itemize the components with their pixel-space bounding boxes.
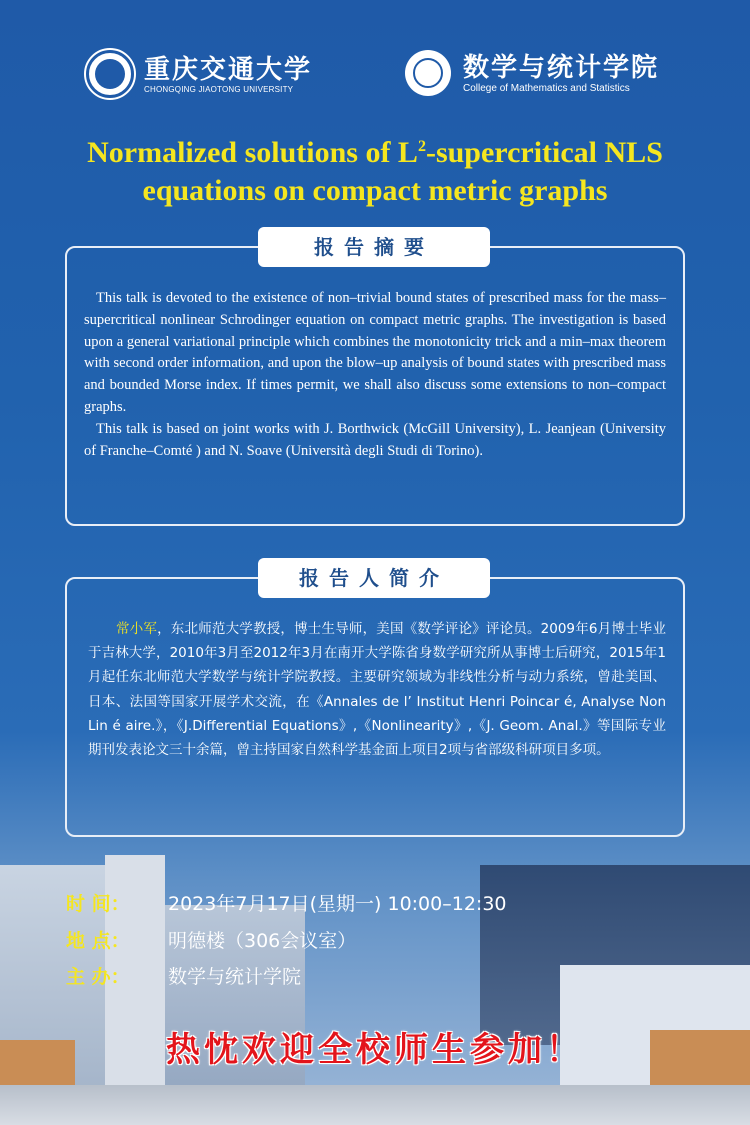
info-time xyxy=(66,892,507,916)
college-logo xyxy=(405,50,659,96)
place-value: 明德楼（306会议室） xyxy=(168,930,357,952)
title-line1-post: -supercritical NLS xyxy=(425,136,663,169)
info-host xyxy=(66,965,301,989)
title-line2: equations on compact metric graphs xyxy=(142,174,608,207)
talk-title xyxy=(20,128,730,210)
header xyxy=(0,0,750,110)
speaker-heading: 报告人简介 xyxy=(258,558,490,598)
title-superscript: 2 xyxy=(417,138,426,155)
college-seal-icon xyxy=(405,50,451,96)
abstract-heading: 报告摘要 xyxy=(258,227,490,267)
time-value: 2023年7月17日(星期一) 10:00–12:30 xyxy=(168,893,507,915)
speaker-bio xyxy=(88,617,666,762)
university-seal-icon xyxy=(86,50,134,98)
host-value: 数学与统计学院 xyxy=(168,966,302,988)
college-name-cn: 数学与统计学院 xyxy=(463,52,660,83)
host-label: 主 办： xyxy=(66,966,130,988)
place-label: 地 点： xyxy=(66,930,130,952)
time-label: 时 间： xyxy=(66,893,130,915)
speaker-name: 常小军 xyxy=(116,621,158,637)
university-name-en: CHONGQING JIAOTONG UNIVERSITY xyxy=(144,84,294,94)
abstract-paragraph-2: This talk is based on joint works with J. Borthwick (McGill University), L. Jeanjean (University of Franche–Comté ) and N. Soave (Università degli Studi di Torino). xyxy=(84,420,666,459)
welcome-banner: 热忱欢迎全校师生参加！ xyxy=(166,1030,584,1070)
college-name-en: College of Mathematics and Statistics xyxy=(463,82,630,94)
title-line1-pre: Normalized solutions of L xyxy=(87,136,418,169)
abstract-paragraph-1: This talk is devoted to the existence of non–trivial bound states of prescribed mass for the mass–supercritical nonlinear Schrodinger equation on compact metric graphs. The investigation is based upon a general variational principle which combines the monotonicity trick and a min–max theorem with second order information, and upon the blow–up analysis of bound states with prescribed mass and bounded Morse index. If times permit, we shall also discuss some extensions to non–compact graphs. xyxy=(84,290,666,415)
info-place xyxy=(66,929,356,953)
university-logo xyxy=(86,50,312,98)
abstract-text xyxy=(84,288,666,462)
university-name-cn: 重庆交通大学 xyxy=(144,54,313,85)
speaker-bio-text: ，东北师范大学教授，博士生导师，美国《数学评论》评论员。2009年6月博士毕业于吉林大学，2010年3月至2012年3月在南开大学陈省身数学研究所从事博士后研究，2015年1月起任东北师范大学数学与统计学院教授。主要研究领域为非线性分析与动力系统，曾赴美国、日本、法国等国家开展学术交流，在《Annales de l’ Institut Henri Poincar é, Analyse Non Lin é aire.》，《J.Differential Equations》,《Nonlinearity》,《J. Geom. Anal.》等国际专业期刊发表论文三十余篇，曾主持国家自然科学基金面上项目2项与省部级科研项目多项。 xyxy=(88,621,667,759)
